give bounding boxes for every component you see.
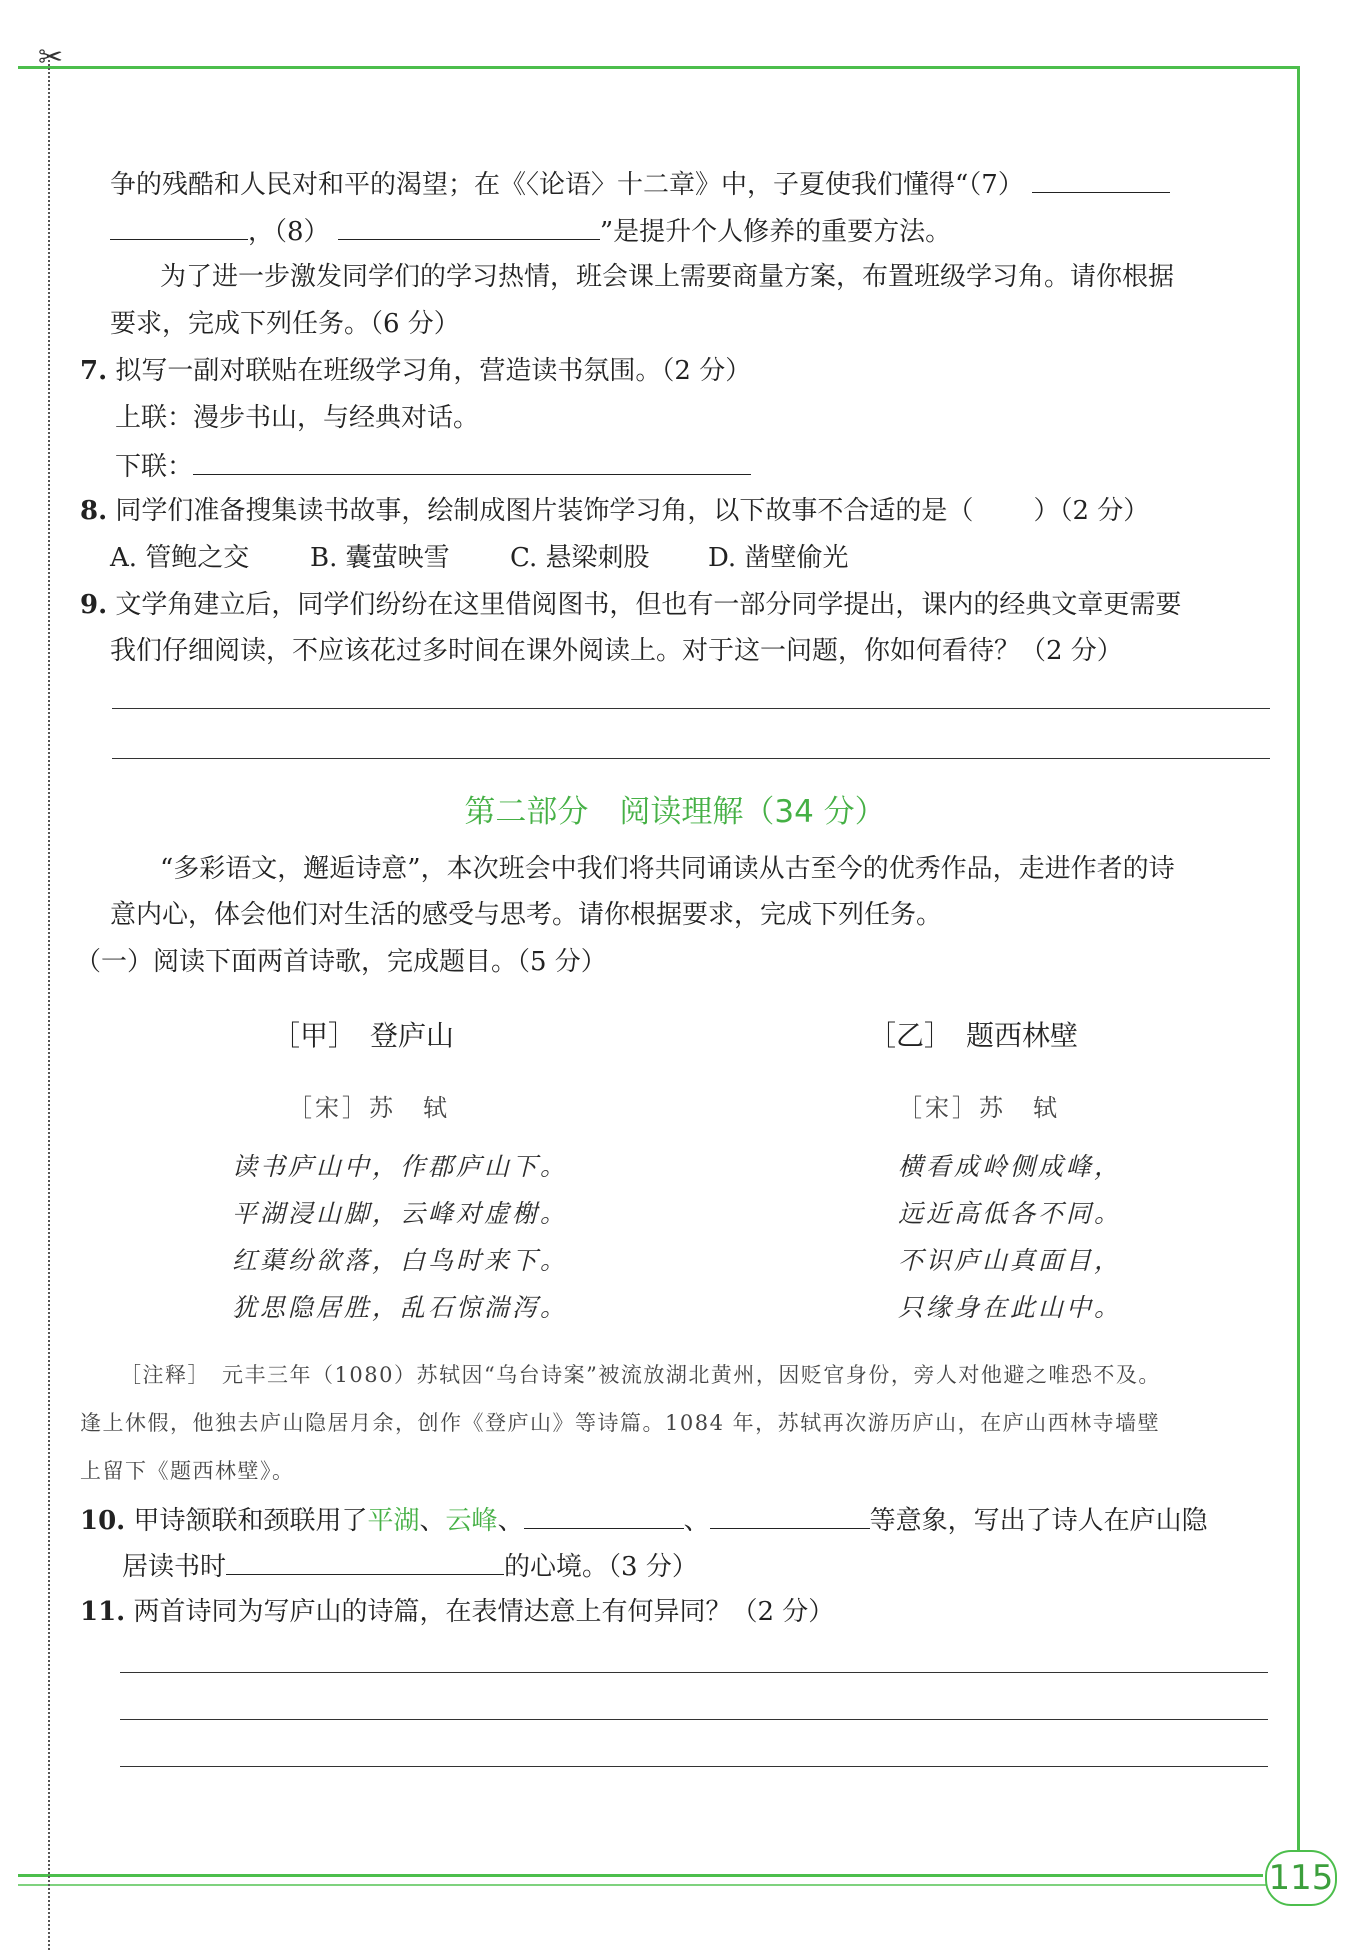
imagery-word: 云峰 bbox=[445, 1506, 498, 1536]
fill-blank[interactable] bbox=[338, 213, 600, 240]
fill-blank[interactable] bbox=[1032, 166, 1170, 193]
option-d[interactable]: D. 凿壁偷光 bbox=[708, 543, 849, 573]
fill-blank[interactable] bbox=[710, 1502, 870, 1529]
poem-b-author: ［宋］苏 轼 bbox=[898, 1094, 1060, 1122]
poem-b-line: 横看成岭侧成峰， bbox=[898, 1152, 1123, 1181]
poem-a-line: 读书庐山中，作郡庐山下。 bbox=[232, 1152, 569, 1181]
question-text: 的心境。（3 分） bbox=[504, 1552, 698, 1582]
answer-line[interactable] bbox=[112, 758, 1270, 759]
text: 争的残酷和人民对和平的渴望；在《〈论语〉十二章》中，子夏使我们懂得“（7） bbox=[110, 170, 1024, 200]
separator: 、 bbox=[497, 1506, 524, 1536]
question-text: 我们仔细阅读，不应该花过多时间在课外阅读上。对于这一问题，你如何看待？（2 分） bbox=[110, 636, 1123, 666]
question-score: ）（2 分） bbox=[1033, 496, 1150, 526]
question-8 bbox=[80, 494, 1149, 528]
question-text: 甲诗颔联和颈联用了 bbox=[133, 1506, 368, 1536]
option-a[interactable]: A. 管鲍之交 bbox=[110, 543, 250, 573]
question-number: 10. bbox=[80, 1506, 126, 1536]
question-text: 文学角建立后，同学们纷纷在这里借阅图书，但也有一部分同学提出，课内的经典文章更需要 bbox=[115, 590, 1182, 620]
couplet-upper: 上联：漫步书山，与经典对话。 bbox=[115, 403, 480, 433]
poem-a-line: 红蕖纷欲落，白鸟时来下。 bbox=[232, 1246, 569, 1275]
question-10-line2 bbox=[122, 1548, 698, 1584]
question-11 bbox=[80, 1595, 834, 1629]
scissors-icon: ✂ bbox=[38, 40, 64, 75]
option-c[interactable]: C. 悬梁刺股 bbox=[510, 543, 650, 573]
couplet-lower bbox=[115, 448, 751, 484]
separator: 、 bbox=[419, 1506, 446, 1536]
answer-line[interactable] bbox=[120, 1672, 1268, 1673]
poem-b-line: 只缘身在此山中。 bbox=[898, 1293, 1123, 1322]
paragraph-line: 意内心，体会他们对生活的感受与思考。请你根据要求，完成下列任务。 bbox=[110, 900, 943, 930]
imagery-word: 平湖 bbox=[367, 1506, 420, 1536]
poem-a-title: ［甲］ 登庐山 bbox=[272, 1019, 455, 1052]
text-line bbox=[110, 213, 951, 249]
option-b[interactable]: B. 囊萤映雪 bbox=[310, 543, 450, 573]
frame-bottom-border bbox=[18, 1874, 1263, 1877]
text-line bbox=[110, 166, 1170, 202]
poem-a-line: 犹思隐居胜，乱石惊湍泻。 bbox=[232, 1293, 569, 1322]
poem-b-title: ［乙］ 题西林壁 bbox=[868, 1019, 1079, 1052]
section-title: 第二部分 阅读理解（34 分） bbox=[464, 794, 886, 830]
annotation-line: 上留下《题西林壁》。 bbox=[80, 1459, 295, 1483]
separator: 、 bbox=[683, 1506, 710, 1536]
answer-blank[interactable] bbox=[193, 448, 751, 475]
question-text: 拟写一副对联贴在班级学习角，营造读书氛围。（2 分） bbox=[115, 356, 752, 386]
page-number: 115 bbox=[1265, 1850, 1337, 1906]
paragraph-line: 为了进一步激发同学们的学习热情，班会课上需要商量方案，布置班级学习角。请你根据 bbox=[160, 262, 1175, 292]
question-number: 8. bbox=[80, 496, 108, 526]
subsection-heading: （一）阅读下面两首诗歌，完成题目。（5 分） bbox=[75, 947, 607, 977]
text: ”是提升个人修养的重要方法。 bbox=[599, 217, 952, 247]
poem-b-line: 远近高低各不同。 bbox=[898, 1199, 1123, 1228]
frame-bottom-border-inner bbox=[18, 1884, 1268, 1886]
question-7 bbox=[80, 354, 751, 388]
answer-line[interactable] bbox=[120, 1766, 1268, 1767]
fill-blank[interactable] bbox=[226, 1548, 504, 1575]
paragraph-line: “多彩语文，邂逅诗意”，本次班会中我们将共同诵读从古至今的优秀作品，走进作者的诗 bbox=[160, 854, 1175, 884]
answer-line[interactable] bbox=[120, 1719, 1268, 1720]
cut-line bbox=[48, 60, 50, 1950]
fill-blank[interactable] bbox=[524, 1502, 684, 1529]
question-text: 居读书时 bbox=[122, 1552, 227, 1582]
question-text: 等意象，写出了诗人在庐山隐 bbox=[869, 1506, 1208, 1536]
annotation-line: 逢上休假，他独去庐山隐居月余，创作《登庐山》等诗篇。1084 年，苏轼再次游历庐山，在庐山西林寺墙壁 bbox=[80, 1411, 1161, 1435]
poem-a-line: 平湖浸山脚，云峰对虚榭。 bbox=[232, 1199, 569, 1228]
question-number: 9. bbox=[80, 590, 108, 620]
text: ，（8） bbox=[248, 217, 330, 247]
answer-line[interactable] bbox=[112, 708, 1270, 709]
fill-blank[interactable] bbox=[110, 213, 248, 240]
poem-b-line: 不识庐山真面目， bbox=[898, 1246, 1123, 1275]
question-text: 同学们准备搜集读书故事，绘制成图片装饰学习角，以下故事不合适的是（ bbox=[115, 496, 974, 526]
question-text: 两首诗同为写庐山的诗篇，在表情达意上有何异同？（2 分） bbox=[133, 1597, 835, 1627]
question-number: 11. bbox=[80, 1597, 126, 1627]
text: 下联： bbox=[115, 452, 194, 482]
question-number: 7. bbox=[80, 356, 108, 386]
question-10 bbox=[80, 1502, 1208, 1538]
poem-a-author: ［宋］苏 轼 bbox=[288, 1094, 450, 1122]
frame-right-border bbox=[1297, 66, 1300, 1874]
paragraph-line: 要求，完成下列任务。（6 分） bbox=[110, 309, 460, 339]
annotation-line: ［注释］ 元丰三年（1080）苏轼因“乌台诗案”被流放湖北黄州，因贬官身份，旁人对他避之唯恐不及。 bbox=[120, 1363, 1161, 1387]
frame-top-border bbox=[18, 66, 1300, 69]
question-9 bbox=[80, 588, 1181, 622]
